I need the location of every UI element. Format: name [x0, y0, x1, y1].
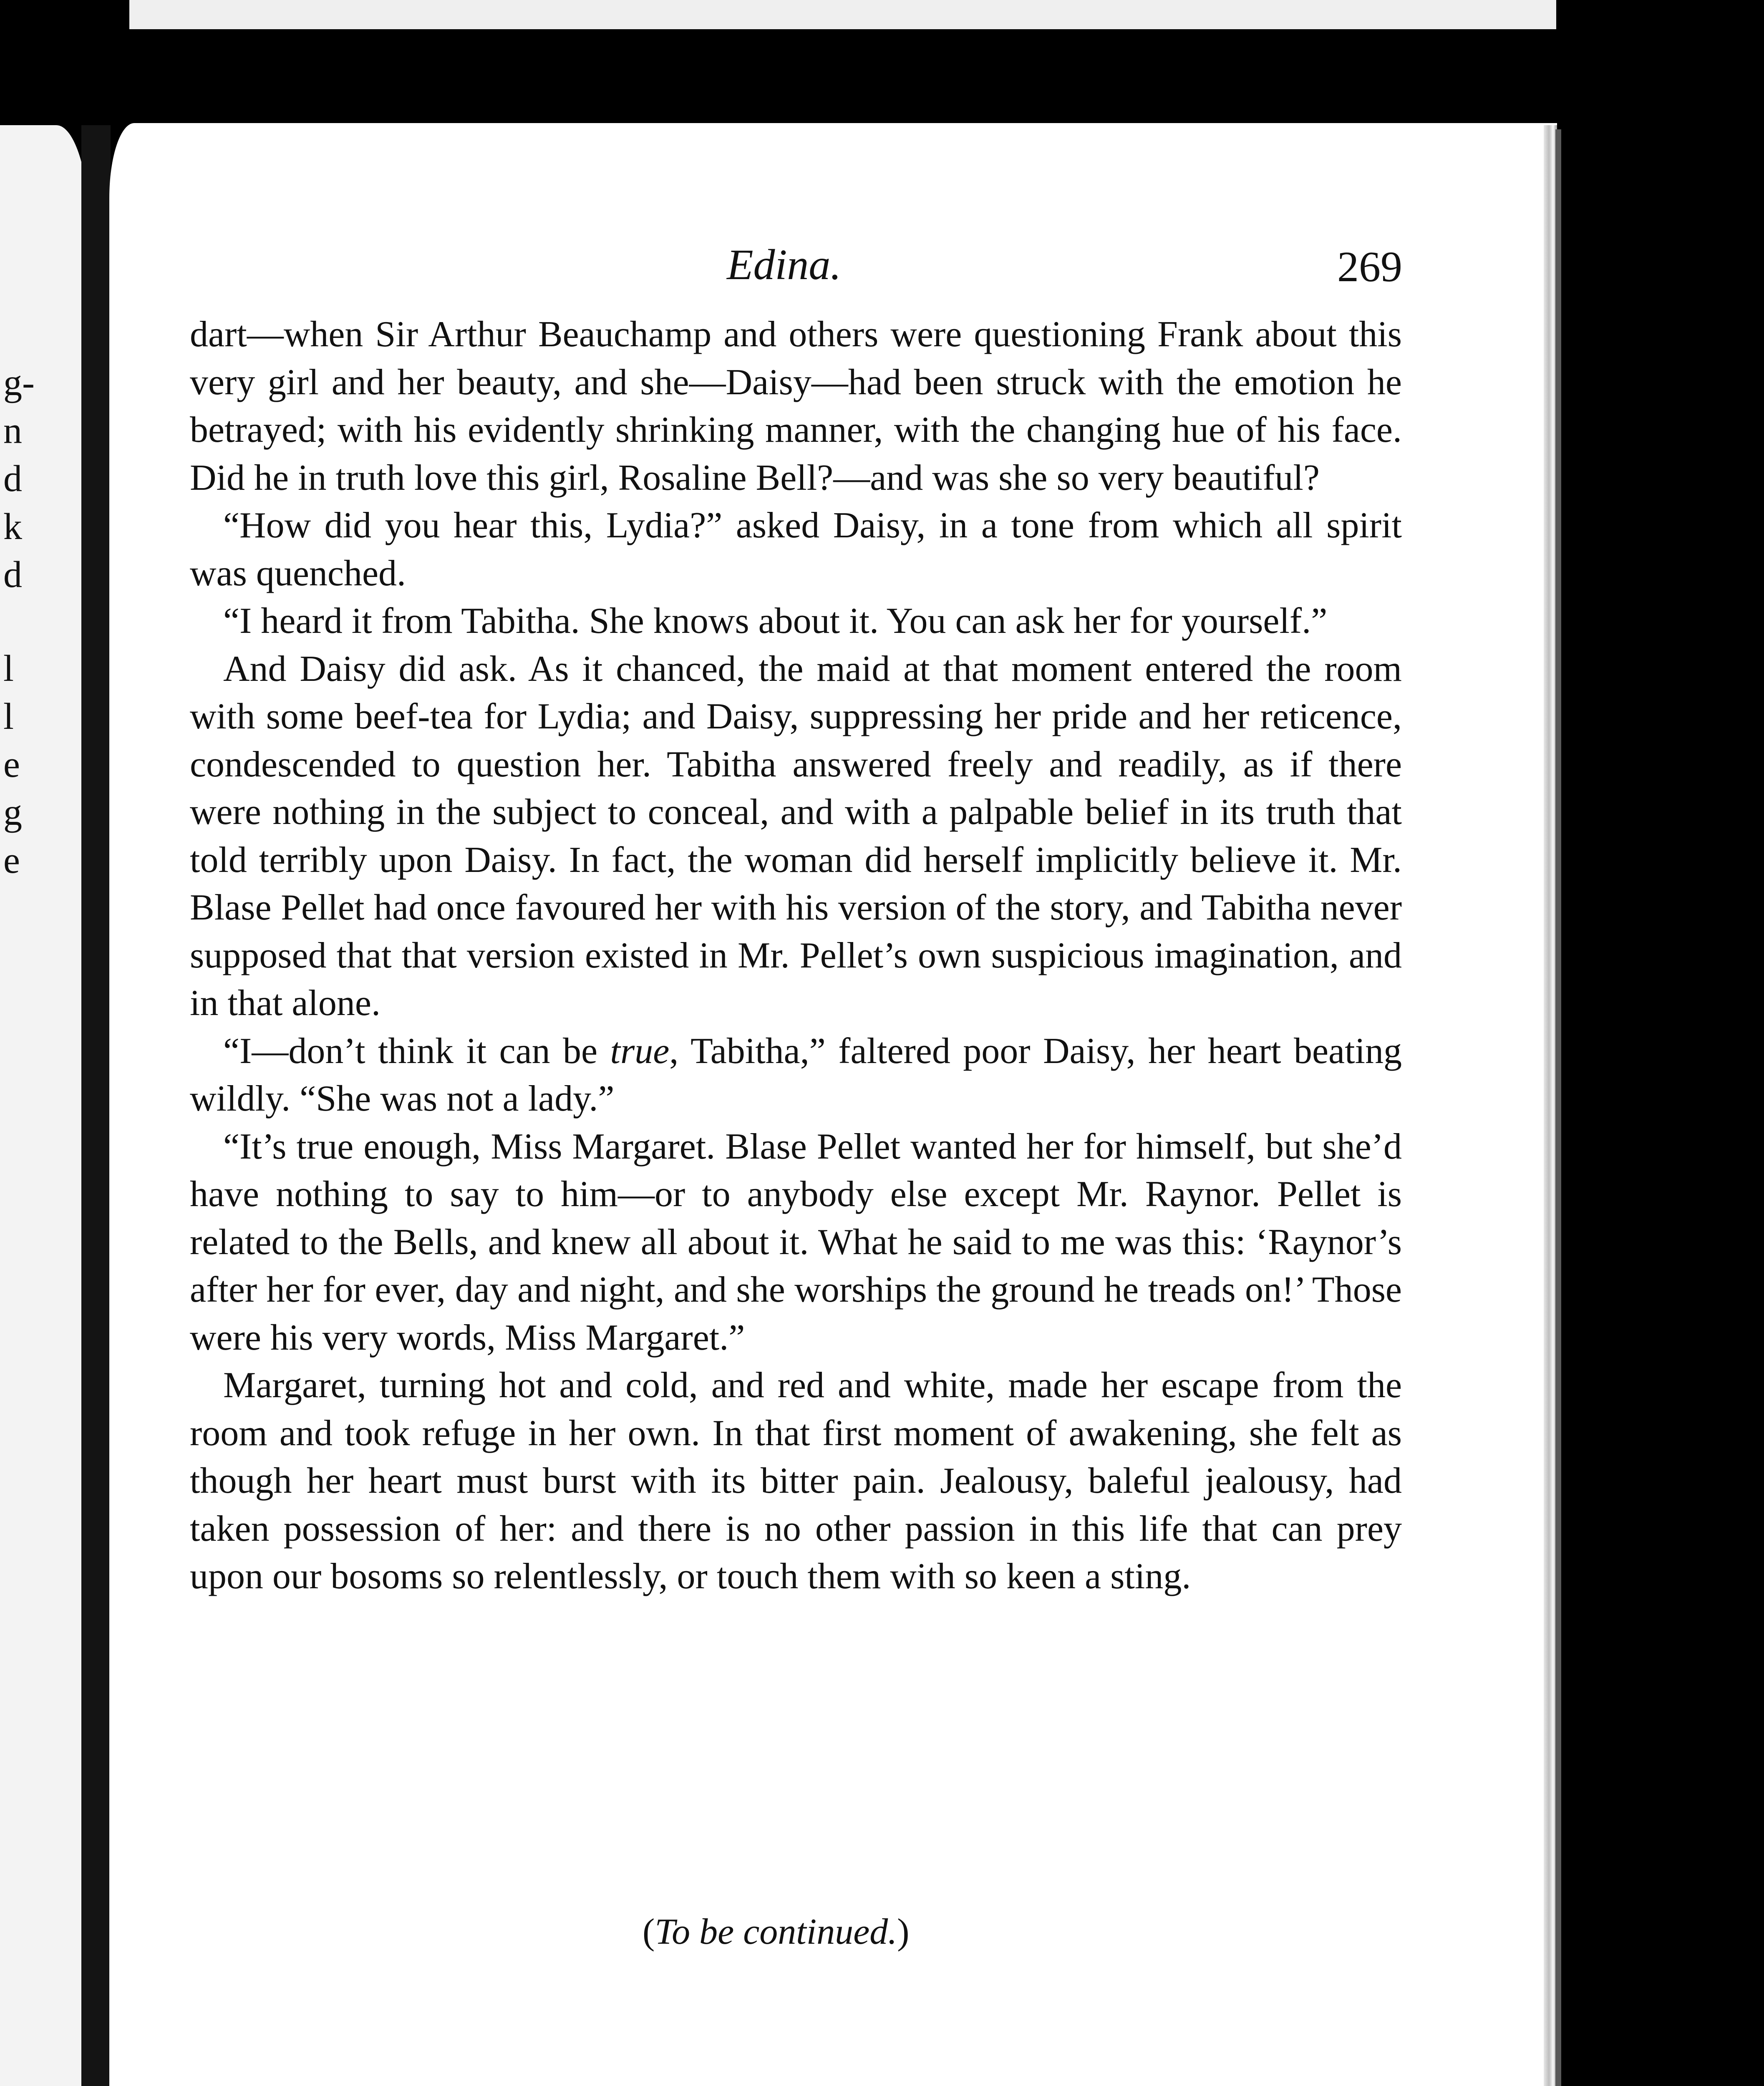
body-text — [190, 311, 1402, 1601]
text-run: “I heard it from Tabitha. She knows about it. You can ask her for yourself.” — [223, 601, 1328, 641]
left-page-fragment: e — [3, 744, 20, 785]
left-page-fragment: k — [3, 506, 22, 547]
paren-close: ) — [897, 1912, 910, 1952]
text-run: And Daisy did ask. As it chanced, the maid at that moment entered the room with some beef-tea for Lydia; and Daisy, suppressing her pride and her reticence, condescended to question her. Tabitha answered freely and readily, as if there were nothing in the subject to conceal, and with a palpable belief in its truth that told terribly upon Daisy. In fact, the woman did herself implicitly believe it. Mr. Blase Pellet had once favoured her with his version of the story, and Tabitha never supposed that that version existed in Mr. Pellet’s own suspicious imagination, and in that alone. — [190, 648, 1402, 1023]
text-run: “How did you hear this, Lydia?” asked Daisy, in a tone from which all spirit was quenched. — [190, 505, 1402, 594]
to-be-continued — [643, 1911, 910, 1953]
running-title: Edina. — [727, 241, 842, 289]
text-run: , Tabitha,” faltered poor Daisy, her heart beating wildly. “She was not a lady.” — [190, 1030, 1402, 1119]
gutter-shadow — [81, 125, 111, 2086]
left-page-fragment: l — [3, 648, 14, 689]
paragraph — [190, 645, 1402, 1028]
left-page-fragment: g- — [3, 362, 35, 403]
paren-open: ( — [643, 1912, 655, 1952]
left-page-fragment: n — [3, 410, 22, 451]
paragraph — [190, 1028, 1402, 1123]
left-page-fragment: e — [3, 840, 20, 881]
left-page-fragment: d — [3, 554, 22, 595]
text-run: “It’s true enough, Miss Margaret. Blase Pellet wanted her for himself, but she’d have nothing to say to him—or to anybody else except Mr. Raynor. Pellet is related to the Bells, and knew all about it. What he said to me was this: ‘Raynor’s after her for ever, day and night, and she worships the ground he treads on!’ Those were his very words, Miss Margaret.” — [190, 1126, 1402, 1358]
paragraph — [190, 1362, 1402, 1601]
left-page-fragment: d — [3, 458, 22, 499]
left-page — [0, 125, 90, 2086]
top-page-edge — [129, 0, 1556, 29]
paragraph — [190, 311, 1402, 502]
left-page-fragment: g — [3, 792, 22, 833]
page-number: 269 — [1337, 243, 1402, 291]
left-page-fragment: l — [3, 696, 14, 737]
page-edge-line — [1555, 129, 1561, 2086]
text-run: Margaret, turning hot and cold, and red and white, made her escape from the room and took refuge in her own. In that first moment of awakening, she felt as though her heart must burst with its bitter pain. Jealousy, baleful jealousy, had taken possession of her: and there is no other passion in this life that can prey upon our bosoms so relentlessly, or touch them with so keen a sting. — [190, 1365, 1402, 1597]
left-page-text-fragments — [3, 359, 35, 884]
italic-run: true — [610, 1030, 670, 1071]
paragraph — [190, 597, 1402, 645]
text-run: “I—don’t think it can be — [223, 1030, 610, 1071]
continued-text: To be continued. — [655, 1912, 897, 1952]
paragraph — [190, 1123, 1402, 1362]
paragraph — [190, 502, 1402, 597]
text-run: dart—when Sir Arthur Beauchamp and others were questioning Frank about this very girl and her beauty, and she—Daisy—had been struck with the emotion he betrayed; with his evidently shrinking manner, with the changing hue of his face. Did he in truth love this girl, Rosaline Bell?—and was she so very beautiful? — [190, 314, 1402, 498]
